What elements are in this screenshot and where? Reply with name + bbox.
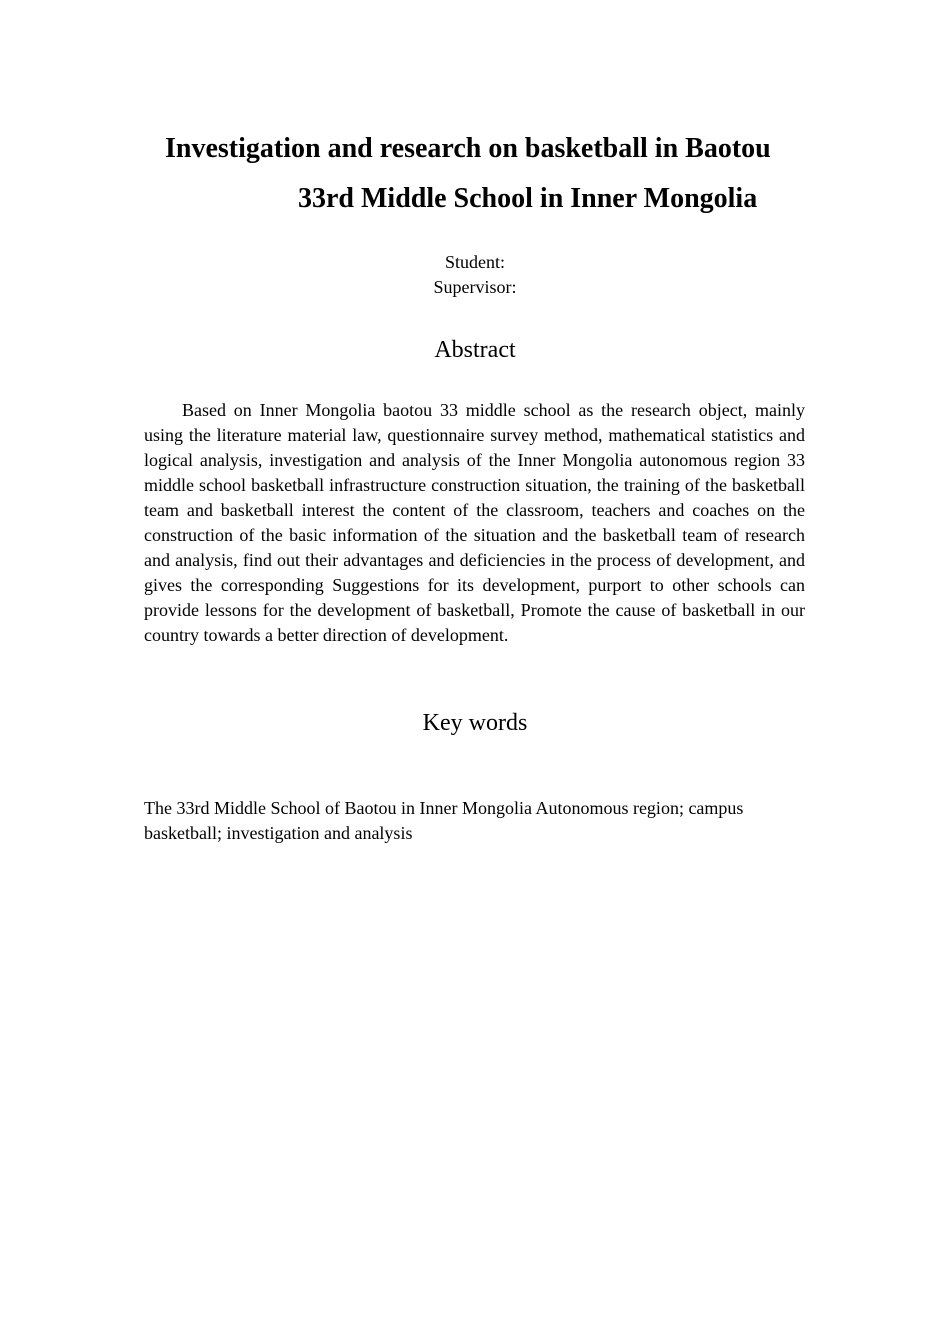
paper-title-line-1: Investigation and research on basketball in Baotou [165,133,771,164]
student-label: Student: [444,252,505,272]
abstract-paragraph: Based on Inner Mongolia baotou 33 middle school as the research object, mainly using the literature material law, questionnaire survey method, mathematical statistics and logical analysis, investigation and analysis of the Inner Mongolia autonomous region 33 middle school basketball infrastructure construction situation, the training of the basketball team and basketball interest the content of the classroom, teachers and coaches on the construction of the basic information of the situation and the basketball team of research and analysis, find out their advantages and deficiencies in the process of development, and gives the corresponding Suggestions for its development, purport to other schools can provide lessons for the development of basketball, Promote the cause of basketball in our country towards a better direction of development. [144,400,805,645]
keywords-heading: Key words [422,710,528,736]
keywords-text: The 33rd Middle School of Baotou in Inner Mongolia Autonomous region; campus basketball; investigation and analysis [144,798,744,843]
paper-title-line-2: 33rd Middle School in Inner Mongolia [298,183,758,214]
abstract-heading: Abstract [434,337,516,363]
supervisor-label: Supervisor: [433,277,517,297]
